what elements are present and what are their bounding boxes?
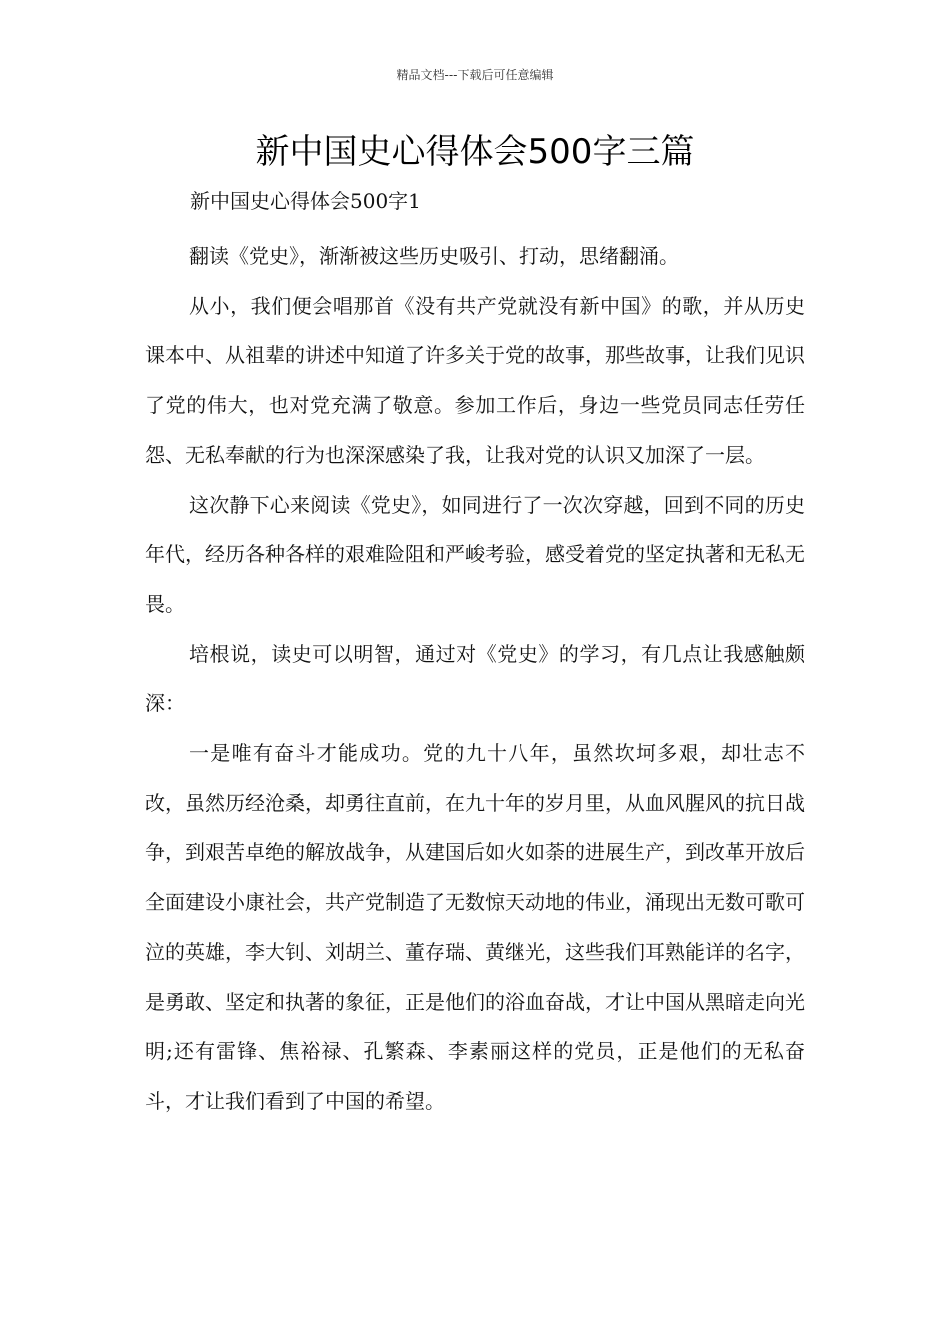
paragraph: 翻读《党史》，渐渐被这些历史吸引、打动，思绪翻涌。 <box>189 244 679 268</box>
header-note: 精品文档---下载后可任意编辑 <box>396 68 554 82</box>
paragraph: 培根说，读史可以明智，通过对《党史》的学习，有几点让我感触颇深： <box>145 641 805 716</box>
section-subtitle: 新中国史心得体会500字1 <box>190 189 421 213</box>
paragraph: 从小，我们便会唱那首《没有共产党就没有新中国》的歌，并从历史课本中、从祖辈的讲述中知道了许多关于党的故事，那些故事，让我们见识了党的伟大，也对党充满了敬意。参加工作后，身边一些党员同志任劳任怨、无私奉献的行为也深深感染了我，让我对党的认识又加深了一层。 <box>145 293 805 467</box>
paragraph: 一是唯有奋斗才能成功。党的九十八年，虽然坎坷多艰，却壮志不改，虽然历经沧桑，却勇往直前，在九十年的岁月里，从血风腥风的抗日战争，到艰苦卓绝的解放战争，从建国后如火如荼的进展生产，到改革开放后全面建设小康社会，共产党制造了无数惊天动地的伟业，涌现出无数可歌可泣的英雄，李大钊、刘胡兰、董存瑞、黄继光，这些我们耳熟能详的名字，是勇敢、坚定和执著的象征，正是他们的浴血奋战，才让中国从黑暗走向光明;还有雷锋、焦裕禄、孔繁森、李素丽这样的党员，正是他们的无私奋斗，才让我们看到了中国的希望。 <box>145 741 805 1113</box>
document-body <box>145 232 805 1127</box>
document-title: 新中国史心得体会500字三篇 <box>255 132 695 172</box>
paragraph: 这次静下心来阅读《党史》，如同进行了一次次穿越，回到不同的历史年代，经历各种各样的艰难险阻和严峻考验，感受着党的坚定执著和无私无畏。 <box>145 492 805 616</box>
